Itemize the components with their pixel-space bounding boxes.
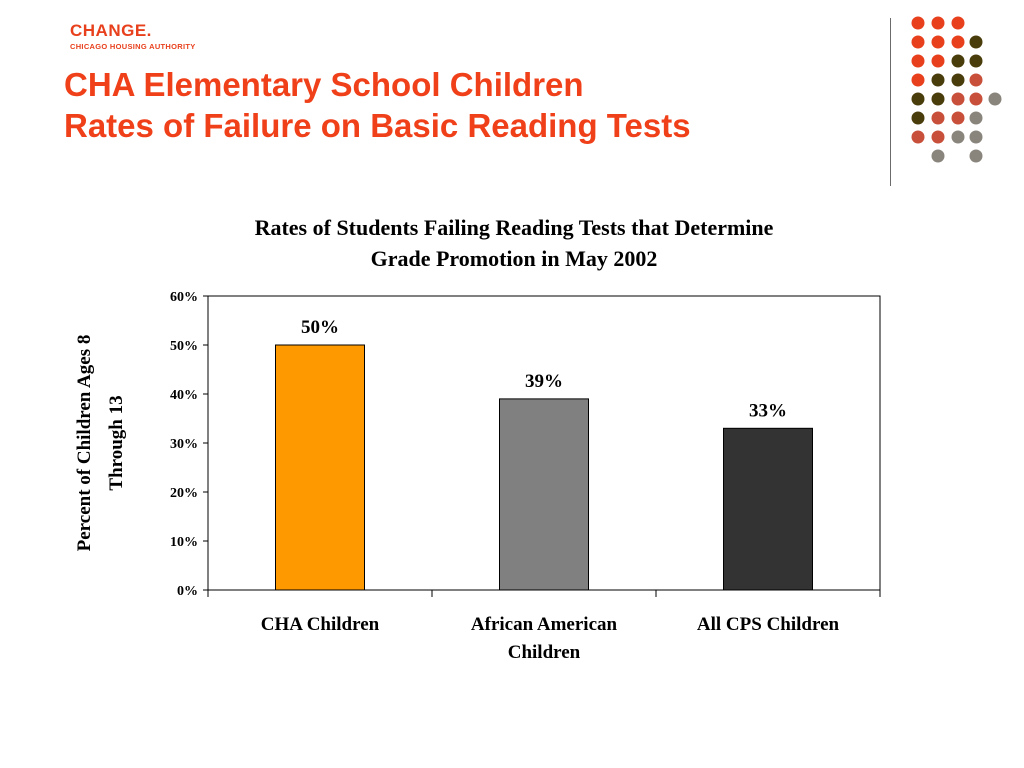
y-axis-label-line: Through 13 (106, 395, 127, 491)
bar (724, 428, 813, 590)
y-tick-label: 30% (170, 437, 198, 452)
bar (276, 345, 365, 590)
y-tick-label: 60% (170, 290, 198, 305)
y-axis-label-line: Percent of Children Ages 8 (74, 334, 95, 552)
logo-subtitle: CHICAGO HOUSING AUTHORITY (70, 42, 196, 51)
x-category-label-line: All CPS Children (696, 614, 840, 635)
slide-title-line-2: Rates of Failure on Basic Reading Tests (64, 107, 691, 144)
y-tick-label: 0% (177, 584, 198, 599)
x-category-label-line: CHA Children (260, 614, 380, 635)
x-category-label (261, 614, 380, 635)
y-axis-label (74, 335, 127, 552)
logo-wordmark: CHANGE. (70, 21, 152, 40)
y-tick-label: 20% (170, 486, 198, 501)
chart-title-line: Rates of Students Failing Reading Tests that Determine (254, 215, 774, 240)
y-tick-label: 40% (170, 388, 198, 403)
data-label: 50% (301, 317, 339, 338)
y-tick-label: 10% (170, 535, 198, 550)
x-category-label (697, 614, 840, 635)
bar (500, 399, 589, 590)
x-category-label-line: African American (470, 614, 618, 635)
x-category-label (471, 614, 618, 663)
x-category-label-line: Children (507, 642, 581, 663)
chart-title-line: Grade Promotion in May 2002 (370, 246, 658, 271)
chart-title (255, 215, 774, 271)
data-label: 33% (749, 400, 787, 422)
data-label: 39% (525, 370, 563, 392)
slide-title-line-1: CHA Elementary School Children (64, 66, 584, 103)
y-tick-label: 50% (170, 339, 198, 354)
